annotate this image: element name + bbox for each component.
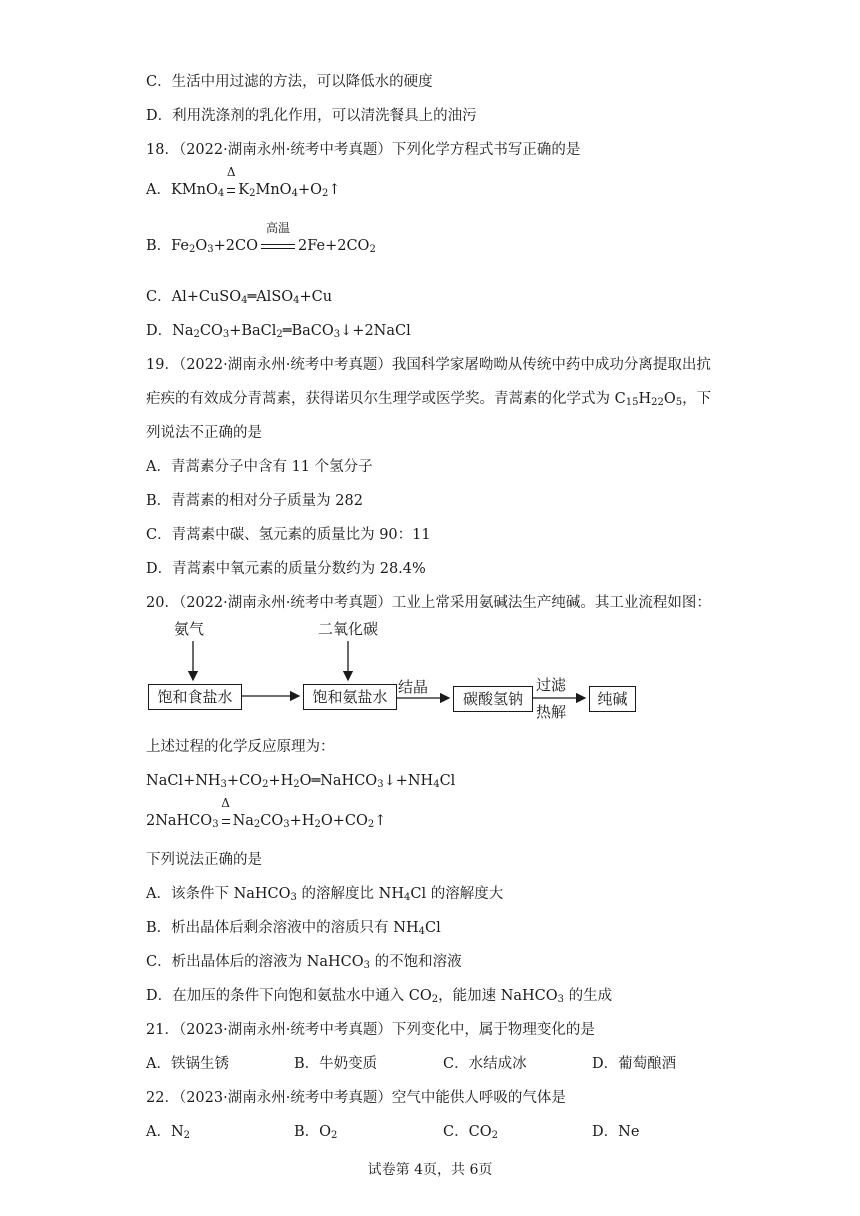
q22-c-label: C．	[443, 1124, 469, 1140]
question-19-line3: 列说法不正确的是	[146, 425, 262, 441]
question-20: 20．（2022·湖南永州·统考中考真题）工业上常采用氨碱法生产纯碱。其工业流程如图：	[146, 595, 711, 611]
option-c-line: C．生活中用过滤的方法，可以降低水的硬度	[146, 74, 433, 90]
q22-b-label: B．	[294, 1124, 320, 1140]
q20-option-a: A．该条件下 NaHCO$_3$ 的溶解度比 $NH_4Cl$ 的溶解度大	[146, 886, 504, 903]
q20-intro: 上述过程的化学反应原理为：	[146, 739, 335, 755]
q22-option-b: B．$O_2$	[294, 1124, 338, 1141]
q22-option-c: C．$CO_2$	[443, 1124, 498, 1141]
q20-ask: 下列说法正确的是	[146, 852, 262, 868]
question-18: 18．（2022·湖南永州·统考中考真题）下列化学方程式书写正确的是	[146, 142, 581, 158]
flow-co2-label: 二氧化碳	[318, 620, 379, 638]
high-temp-condition: 高温	[266, 221, 291, 235]
q18-option-d: D．$Na_2CO_3+BaCl_2═BaCO_3↓+2NaCl$	[146, 323, 411, 340]
page-footer: 试卷第 4页，共 6页	[367, 1162, 493, 1178]
q22-option-d: D．Ne	[592, 1124, 640, 1140]
q22-option-a: A．$N_2$	[146, 1124, 191, 1141]
heat-condition: Δ	[226, 165, 236, 179]
q19-option-d: D．青蒿素中氧元素的质量分数约为 28.4%	[146, 561, 426, 577]
question-19-line1: 19．（2022·湖南永州·统考中考真题）我国科学家屠呦呦从传统中药中成功分离提取出抗	[146, 357, 711, 373]
q20-equation-2: 2NaHCO$_3$ Δ $Na_2CO_3+H_2O+CO_2↑$	[146, 796, 387, 830]
option-d-line: D．利用洗涤剂的乳化作用，可以清洗餐具上的油污	[146, 108, 477, 124]
question-21: 21．（2023·湖南永州·统考中考真题）下列变化中，属于物理变化的是	[146, 1022, 595, 1038]
q18-option-c: C．Al+CuSO$_4$═AlSO$_4$+Cu	[146, 289, 333, 306]
q21-option-a: A．铁锅生锈	[146, 1056, 229, 1072]
flow-crystallize-label: 结晶	[398, 678, 429, 696]
q20-equation-1: $NaCl+NH_3+CO_2+H_2O═NaHCO_3↓+NH_4Cl$	[146, 773, 456, 790]
q20-option-b: B．析出晶体后剩余溶液中的溶质只有 $NH_4Cl$	[146, 920, 441, 937]
q21-option-d: D．葡萄酿酒	[592, 1056, 677, 1072]
flow-ammonia-label: 氨气	[174, 620, 205, 638]
q18-option-b: B．$Fe_2O_3+2CO$ 高温 $2Fe+2CO_2$	[146, 221, 376, 255]
q22-a-label: A．	[146, 1124, 171, 1140]
flow-filter-label: 过滤	[536, 676, 567, 694]
flow-soda-box: 纯碱	[589, 686, 636, 712]
q19-option-b: B．青蒿素的相对分子质量为 282	[146, 493, 363, 509]
question-22: 22．（2023·湖南永州·统考中考真题）空气中能供人呼吸的气体是	[146, 1090, 566, 1106]
flow-nahco3-box: 碳酸氢钠	[453, 686, 533, 712]
flow-heat-label: 热解	[536, 703, 567, 721]
q20-option-c: C．析出晶体后的溶液为 NaHCO$_3$ 的不饱和溶液	[146, 954, 462, 971]
flow-brine-box: 饱和食盐水	[148, 684, 242, 710]
q21-option-c: C．水结成冰	[443, 1056, 527, 1072]
question-19-line2: 疟疾的有效成分青蒿素，获得诺贝尔生理学或医学奖。青蒿素的化学式为 $C_{15}H_{22}O_5$，下	[146, 391, 712, 408]
q19-text: 疟疾的有效成分青蒿素，获得诺贝尔生理学或医学奖。青蒿素的化学式为	[146, 391, 610, 407]
q18-option-a: A．KMnO$_4$ Δ $K_2MnO_4+O_2↑$	[146, 165, 341, 199]
heat-condition-2: Δ	[221, 796, 230, 810]
q19-option-a: A．青蒿素分子中含有 11 个氢分子	[146, 459, 373, 475]
flow-ammonia-brine-box: 饱和氨盐水	[303, 684, 397, 710]
q19-option-c: C．青蒿素中碳、氢元素的质量比为 90：11	[146, 527, 431, 543]
q19-text-end: ，下	[682, 391, 712, 407]
q20-option-d: D．在加压的条件下向饱和氨盐水中通入 $CO_2$，能加速 NaHCO$_3$ 的生成	[146, 988, 613, 1005]
q21-option-b: B．牛奶变质	[294, 1056, 378, 1072]
